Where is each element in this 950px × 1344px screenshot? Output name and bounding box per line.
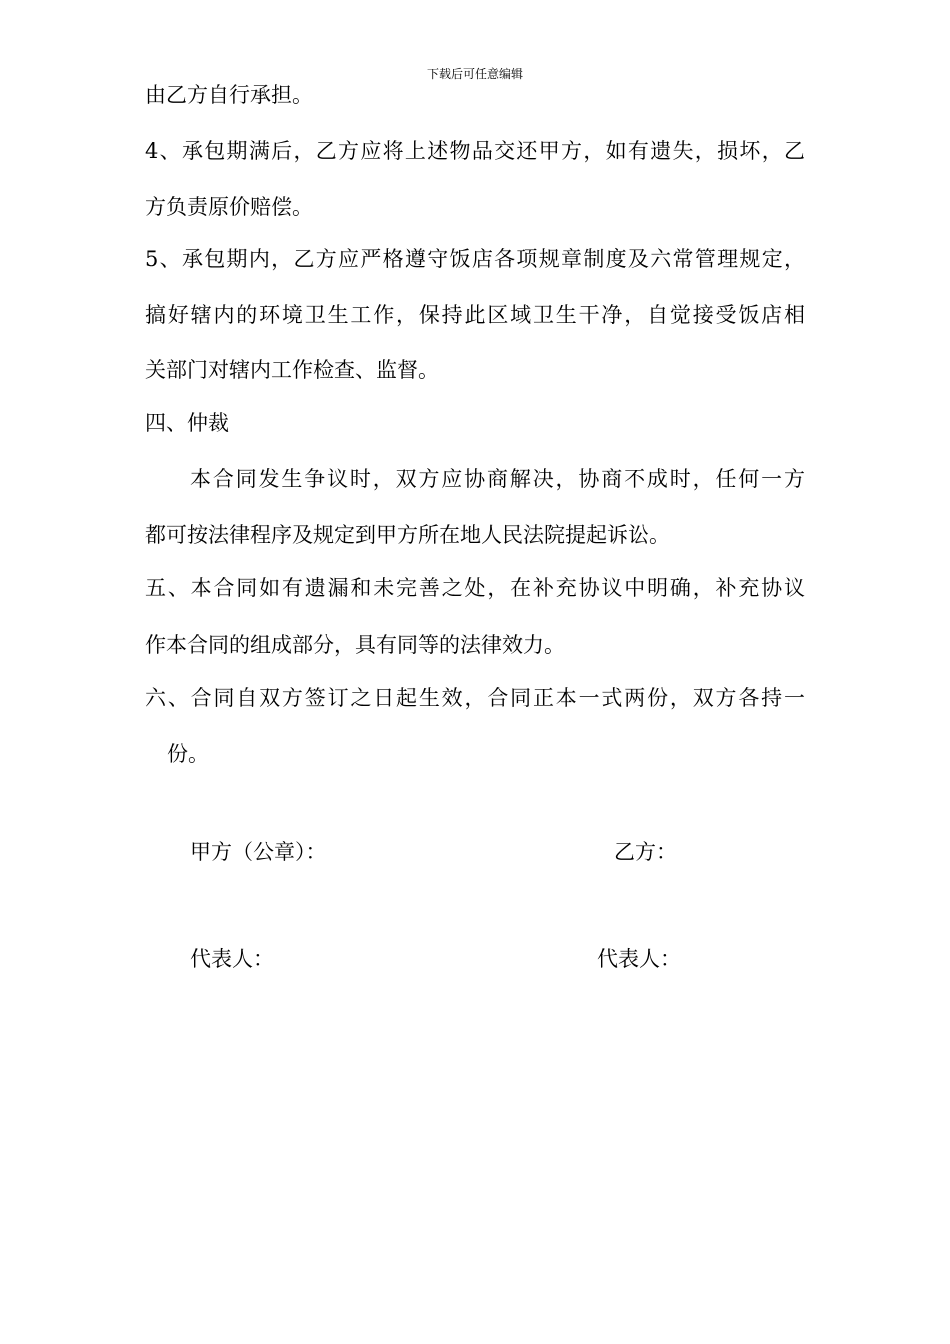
section-6-line-2: 份。 [167, 742, 209, 766]
header-note: 下载后可任意编辑 [426, 67, 523, 81]
section-5-line-2: 作本合同的组成部分，具有同等的法律效力。 [145, 633, 565, 657]
section-heading-arbitration: 四、仲裁 [145, 411, 229, 435]
arbitration-line-1: 本合同发生争议时，双方应协商解决，协商不成时，任何一方 [190, 467, 805, 491]
clause-4-line-1: 4、承包期满后，乙方应将上述物品交还甲方，如有遗失，损坏，乙 [145, 139, 805, 163]
clause-5-line-3: 关部门对辖内工作检查、监督。 [145, 358, 439, 382]
party-a-signature-label: 甲方（公章）： [190, 840, 327, 864]
party-a-representative-label: 代表人： [190, 947, 274, 971]
clause-5-line-2: 搞好辖内的环境卫生工作，保持此区域卫生干净，自觉接受饭店相 [145, 303, 805, 327]
party-b-signature-label: 乙方： [614, 840, 677, 864]
party-b-representative-label: 代表人： [597, 947, 681, 971]
clause-text-line: 由乙方自行承担。 [145, 83, 313, 107]
arbitration-line-2: 都可按法律程序及规定到甲方所在地人民法院提起诉讼。 [145, 523, 670, 547]
section-6-line-1: 六、合同自双方签订之日起生效，合同正本一式两份，双方各持一 [145, 686, 805, 710]
section-5-line-1: 五、本合同如有遗漏和未完善之处，在补充协议中明确，补充协议 [145, 576, 805, 600]
clause-4-line-2: 方负责原价赔偿。 [145, 195, 313, 219]
clause-5-line-1: 5、承包期内，乙方应严格遵守饭店各项规章制度及六常管理规定， [145, 247, 805, 271]
